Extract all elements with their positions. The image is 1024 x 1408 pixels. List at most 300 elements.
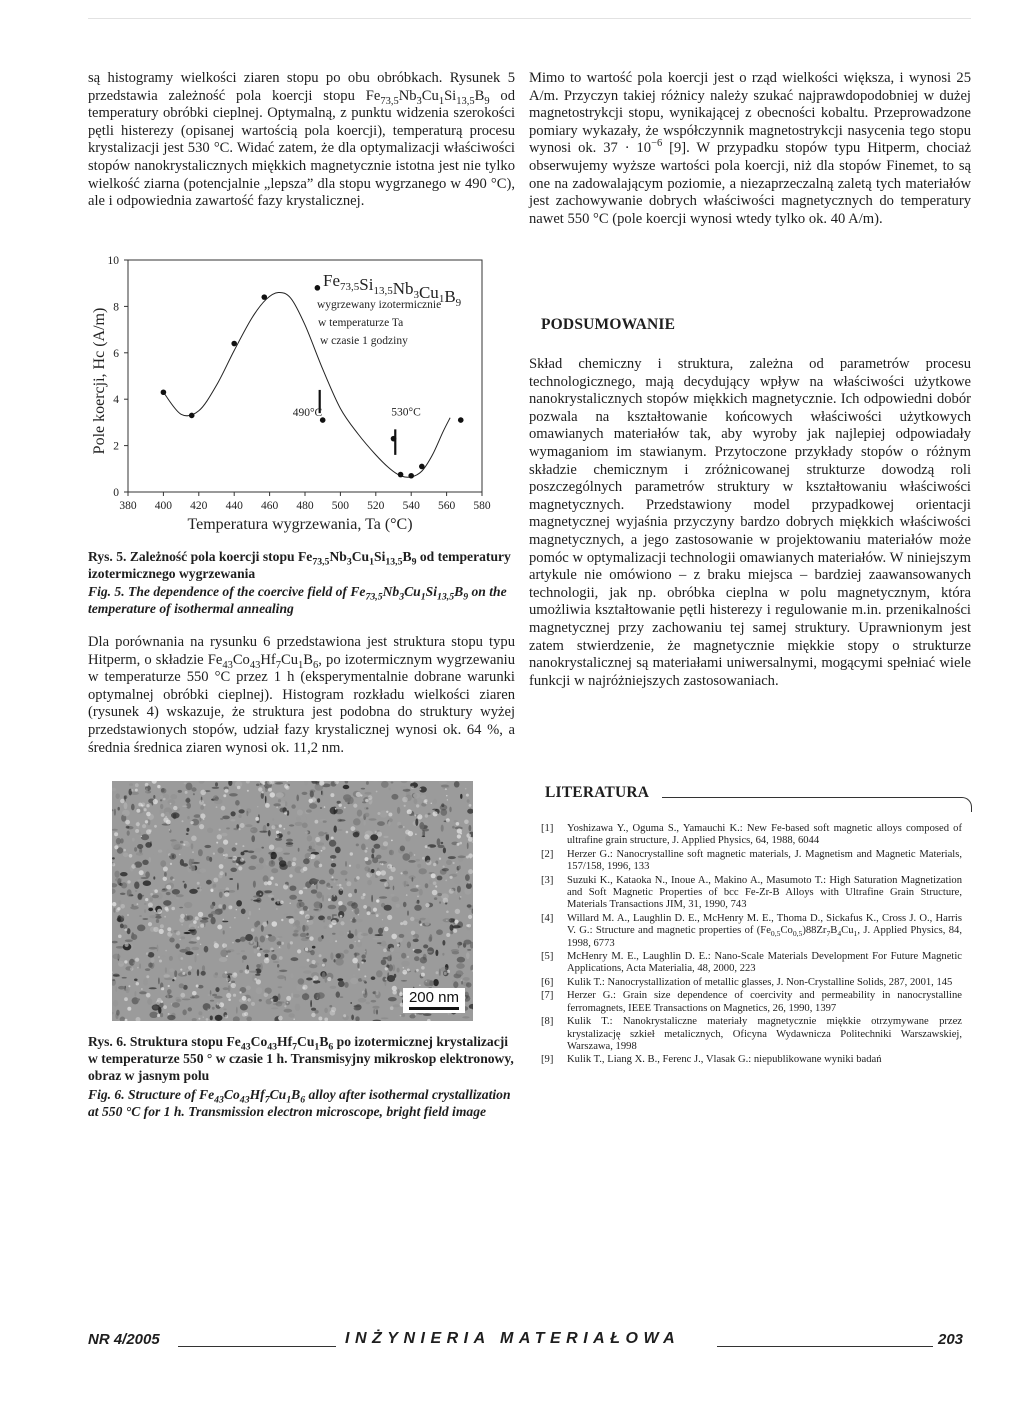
tem-grain xyxy=(227,973,233,975)
tem-grain xyxy=(456,963,465,969)
chart-annotation-3: w czasie 1 godziny xyxy=(320,335,408,347)
tem-grain xyxy=(116,838,121,845)
tem-grain xyxy=(351,1015,354,1021)
tem-grain xyxy=(112,883,117,887)
tem-grain xyxy=(412,877,414,882)
tem-grain xyxy=(310,791,314,798)
tem-grain xyxy=(322,791,324,797)
tem-grain xyxy=(349,944,354,949)
tem-grain xyxy=(373,938,381,940)
tem-highlight xyxy=(309,936,313,940)
tem-grain xyxy=(307,835,312,841)
tem-grain xyxy=(222,816,230,820)
tem-grain xyxy=(197,969,199,976)
tem-highlight xyxy=(387,915,392,920)
data-point xyxy=(315,285,321,291)
tem-grain xyxy=(137,998,140,1000)
tem-highlight xyxy=(328,898,331,901)
tem-highlight xyxy=(258,787,262,791)
tem-grain xyxy=(127,830,130,835)
x-tick-label: 380 xyxy=(119,500,137,512)
tem-grain xyxy=(265,796,267,803)
tem-highlight xyxy=(168,1013,170,1015)
tem-highlight xyxy=(171,1003,172,1004)
tem-highlight xyxy=(168,985,170,987)
tem-grain xyxy=(393,952,401,959)
data-point xyxy=(189,413,195,419)
section-heading-literatura: LITERATURA xyxy=(545,784,650,801)
tem-highlight xyxy=(454,920,458,924)
tem-highlight xyxy=(170,803,172,805)
tem-grain xyxy=(230,868,237,872)
tem-highlight xyxy=(470,1008,471,1009)
tem-grain xyxy=(411,937,416,940)
tem-grain xyxy=(319,880,325,885)
tem-grain xyxy=(182,863,188,867)
tem-grain xyxy=(293,994,300,998)
tem-highlight xyxy=(426,903,430,907)
tem-grain xyxy=(253,946,258,949)
tem-highlight xyxy=(459,842,462,845)
tem-grain xyxy=(375,934,384,936)
tem-highlight xyxy=(276,908,277,909)
tem-highlight xyxy=(172,879,174,881)
reference-text: Kulik T., Liang X. B., Ferenc J., Vlasak G.: niepublikowane wyniki badań xyxy=(567,1054,882,1066)
tem-grain xyxy=(165,812,170,816)
tem-highlight xyxy=(289,874,292,877)
tem-highlight xyxy=(376,914,379,917)
tem-highlight xyxy=(373,908,377,912)
tem-grain xyxy=(204,946,209,953)
tem-highlight xyxy=(366,872,371,877)
tem-grain xyxy=(271,954,277,960)
tem-grain xyxy=(236,953,240,955)
tem-grain xyxy=(181,936,186,939)
tem-highlight xyxy=(331,837,334,840)
tem-highlight xyxy=(137,903,139,905)
tem-highlight xyxy=(385,978,387,980)
tem-grain xyxy=(436,929,443,935)
tem-grain xyxy=(343,785,350,789)
tem-grain xyxy=(162,956,166,958)
tem-highlight xyxy=(160,1001,163,1004)
y-tick-label: 0 xyxy=(113,487,119,499)
reference-text: Kulik T.: Nanokrystaliczne materiały magnetycznie miękkie otrzymywane przez krystalizację szkieł metalicznych, Oficyna Wydawnicza Politechniki Warszawskiej, Warszawa, 1998 xyxy=(567,1016,962,1052)
tem-highlight xyxy=(346,831,349,834)
tem-grain xyxy=(290,973,293,978)
tem-highlight xyxy=(226,993,231,998)
tem-highlight xyxy=(340,921,344,925)
tem-highlight xyxy=(169,829,171,831)
tem-grain xyxy=(311,889,317,893)
tem-highlight xyxy=(416,885,419,888)
tem-highlight xyxy=(257,947,260,950)
tem-grain xyxy=(142,860,148,865)
tem-highlight xyxy=(457,834,461,838)
tem-grain xyxy=(295,822,303,826)
tem-grain xyxy=(127,889,132,896)
tem-grain xyxy=(310,842,315,849)
tem-grain xyxy=(410,888,419,892)
tem-grain xyxy=(381,959,387,965)
tem-grain xyxy=(367,880,372,886)
tem-highlight xyxy=(407,956,409,958)
tem-grain xyxy=(149,987,157,989)
tem-highlight xyxy=(382,919,383,920)
tem-grain xyxy=(403,881,409,886)
tem-grain xyxy=(343,794,351,801)
tem-grain xyxy=(137,879,141,881)
tem-highlight xyxy=(439,858,441,860)
tem-grain xyxy=(291,957,299,961)
tem-grain xyxy=(433,799,437,805)
tem-highlight xyxy=(461,979,462,980)
tem-highlight xyxy=(199,824,204,829)
tem-grain xyxy=(184,932,192,934)
tem-grain xyxy=(251,829,254,831)
tem-grain xyxy=(160,795,163,799)
chart-xlabel: Temperatura wygrzewania, Ta (°C) xyxy=(187,516,413,533)
tem-grain xyxy=(246,1017,252,1022)
tem-grain xyxy=(186,833,189,835)
tem-grain xyxy=(137,925,145,932)
fig6-caption-pl: Rys. 6. Struktura stopu $Fe_{43}Co_{43}Hf_7Cu_1B_6$ po izotermicznej krystalizacji w temperaturze 550 ° w czasie 1 h. Transmisyjny mikroskop elektronowy, obraz w jasnym polu xyxy=(88,1034,514,1083)
tem-grain xyxy=(294,930,299,933)
tem-grain xyxy=(145,968,150,971)
tem-grain xyxy=(129,783,133,786)
x-tick-label: 520 xyxy=(367,500,385,512)
tem-grain xyxy=(215,1015,223,1021)
tem-grain xyxy=(120,1017,126,1022)
tem-highlight xyxy=(186,914,187,915)
tem-grain xyxy=(215,987,219,992)
tem-highlight xyxy=(232,942,234,944)
tem-highlight xyxy=(410,917,414,921)
tem-grain xyxy=(439,781,447,784)
tem-grain xyxy=(145,871,150,878)
tem-grain xyxy=(158,886,162,892)
tem-highlight xyxy=(191,836,197,842)
tem-grain xyxy=(293,933,299,936)
tem-grain xyxy=(131,804,135,811)
tem-grain xyxy=(152,895,159,899)
tem-grain xyxy=(388,964,392,971)
tem-grain xyxy=(439,901,441,903)
tem-grain xyxy=(134,882,139,889)
tem-highlight xyxy=(375,831,378,834)
tem-highlight xyxy=(332,876,334,878)
data-point xyxy=(261,294,267,300)
tem-grain xyxy=(112,888,116,894)
tem-highlight xyxy=(397,944,400,947)
tem-grain xyxy=(120,893,126,895)
reference-item xyxy=(541,1054,962,1066)
tem-highlight xyxy=(421,966,425,970)
tem-highlight xyxy=(130,967,133,970)
tem-highlight xyxy=(124,997,128,1001)
tem-grain xyxy=(235,800,240,806)
tem-grain xyxy=(433,979,439,986)
tem-grain xyxy=(241,909,246,915)
tem-grain xyxy=(250,855,257,859)
tem-grain xyxy=(259,963,262,971)
tem-grain xyxy=(120,924,124,929)
tem-grain xyxy=(371,854,374,859)
tem-grain xyxy=(385,887,390,889)
tem-highlight xyxy=(197,882,200,885)
tem-grain xyxy=(278,986,283,988)
tem-grain xyxy=(246,811,248,817)
tem-highlight xyxy=(127,914,129,916)
tem-grain xyxy=(172,1002,180,1008)
tem-grain xyxy=(131,932,134,939)
tem-grain xyxy=(353,917,355,922)
tem-grain xyxy=(356,844,359,847)
chart-annotation-2: w temperaturze Ta xyxy=(318,317,404,329)
tem-grain xyxy=(318,831,324,836)
reference-number: [6] xyxy=(541,976,554,988)
tem-grain xyxy=(223,930,225,934)
tem-grain xyxy=(311,1008,316,1011)
tem-grain xyxy=(229,793,238,796)
tem-grain xyxy=(215,972,218,975)
tem-grain xyxy=(316,842,324,845)
tem-grain xyxy=(373,1009,375,1014)
tem-grain xyxy=(189,923,197,929)
tem-grain xyxy=(300,966,308,968)
tem-highlight xyxy=(297,949,301,953)
tem-grain xyxy=(428,936,432,942)
tem-grain xyxy=(116,946,124,949)
tem-highlight xyxy=(421,973,425,977)
tem-highlight xyxy=(275,883,278,886)
tem-grain xyxy=(450,924,454,931)
tem-highlight xyxy=(456,872,457,873)
tem-highlight xyxy=(349,865,351,867)
tem-grain xyxy=(139,963,141,968)
tem-grain xyxy=(232,847,237,851)
tem-highlight xyxy=(161,987,164,990)
tem-highlight xyxy=(303,887,305,889)
tem-grain xyxy=(416,1013,418,1015)
tem-grain xyxy=(168,799,176,805)
tem-grain xyxy=(115,878,122,882)
tem-grain xyxy=(298,848,300,852)
tem-grain xyxy=(322,958,327,962)
tem-highlight xyxy=(227,978,230,981)
tem-highlight xyxy=(136,822,140,826)
tem-highlight xyxy=(276,831,279,834)
tem-grain xyxy=(419,822,424,829)
tem-highlight xyxy=(313,979,315,981)
tem-grain xyxy=(370,834,378,840)
tem-highlight xyxy=(163,867,168,872)
annotation-arrow-label: 530°C xyxy=(391,406,421,419)
tem-highlight xyxy=(219,864,224,869)
tem-grain xyxy=(428,813,431,815)
tem-grain xyxy=(253,881,256,888)
tem-highlight xyxy=(413,949,415,951)
y-tick-label: 2 xyxy=(113,440,119,453)
x-tick-label: 560 xyxy=(437,500,456,512)
tem-highlight xyxy=(361,896,365,900)
tem-grain xyxy=(143,880,151,886)
tem-grain xyxy=(336,953,341,958)
tem-grain xyxy=(297,902,302,909)
tem-grain xyxy=(296,984,303,991)
tem-grain xyxy=(361,844,366,851)
tem-highlight xyxy=(127,880,130,883)
tem-grain xyxy=(112,809,114,811)
tem-grain xyxy=(338,981,345,988)
tem-grain xyxy=(355,929,358,936)
tem-grain xyxy=(115,871,120,878)
tem-highlight xyxy=(335,940,337,942)
tem-grain xyxy=(132,997,139,1004)
tem-highlight xyxy=(198,912,203,917)
tem-highlight xyxy=(321,850,323,852)
tem-highlight xyxy=(146,975,149,978)
tem-highlight xyxy=(245,969,250,974)
tem-highlight xyxy=(168,853,171,856)
tem-highlight xyxy=(381,863,383,865)
tem-highlight xyxy=(449,889,454,894)
tem-grain xyxy=(381,781,389,788)
tem-grain xyxy=(337,801,341,804)
tem-highlight xyxy=(355,941,356,942)
tem-grain xyxy=(138,894,143,901)
tem-highlight xyxy=(305,914,310,919)
tem-grain xyxy=(456,888,458,895)
tem-grain xyxy=(328,905,337,910)
tem-highlight xyxy=(407,809,412,814)
tem-highlight xyxy=(254,978,257,981)
tem-grain xyxy=(291,804,295,808)
tem-grain xyxy=(153,876,155,879)
tem-grain xyxy=(226,827,230,829)
reference-text: McHenry M. E., Laughlin D. E.: Nano-Scale Materials Development For Future Magnetic Applications, Acta Materialia, 48, 2000, 223 xyxy=(567,951,962,975)
tem-grain xyxy=(390,947,394,951)
tem-highlight xyxy=(416,969,419,972)
tem-grain xyxy=(171,812,180,818)
tem-highlight xyxy=(123,849,126,852)
tem-highlight xyxy=(444,972,447,975)
tem-highlight xyxy=(419,985,421,987)
tem-grain xyxy=(287,861,292,868)
tem-grain xyxy=(153,795,155,799)
tem-grain xyxy=(229,878,233,880)
tem-highlight xyxy=(279,956,283,960)
tem-grain xyxy=(186,828,189,832)
tem-grain xyxy=(387,972,389,979)
tem-highlight xyxy=(247,790,249,792)
tem-grain xyxy=(302,792,308,795)
tem-grain xyxy=(191,929,197,935)
tem-grain xyxy=(198,1011,202,1015)
tem-highlight xyxy=(160,924,164,928)
tem-highlight xyxy=(331,920,336,925)
tem-grain xyxy=(194,814,201,818)
tem-grain xyxy=(209,857,212,862)
tem-highlight xyxy=(390,1006,394,1010)
tem-grain xyxy=(116,1010,120,1016)
tem-grain xyxy=(230,819,235,821)
tem-highlight xyxy=(445,788,447,790)
left-paragraph-2: Dla porównania na rysunku 6 przedstawiona jest struktura stopu typu Hitperm, o składzie $Fe_{43}Co_{43}Hf_7Cu_1B_6$, po izotermicznym wygrzewaniu w temperaturze 550 °C przez 1 h (eksperymentalnie dobrane warunki optymalnej obróbki cieplnej). Histogram rozkładu wielkości ziaren (rysunek 4) wskazuje, że struktura jest podobna do struktury wyżej przedstawionych stopów, udział fazy krystalicznej wynosi ok. 64 %, a średnia średnica ziaren wynosi ok. 11,2 nm. xyxy=(88,634,515,756)
tem-grain xyxy=(179,907,183,909)
tem-grain xyxy=(168,993,170,997)
right-paragraph-1: Mimo to wartość pola koercji jest o rząd wielkości większa, i wynosi 25 A/m. Przyczyn takiej różnicy należy szukać najprawdopodobniej w dużej magnetostrykcji stopu, wynikającej z obecności kobaltu. Przeprowadzone pomiary wykazały, że współczynnik magnetostrykcji nasycenia tego stopu wynosi ok. $37 \cdot 10^{-6}$ [9]. W przypadku stopów typu Hitperm, chociaż obserwujemy wyższe wartości pola koercji, niż dla stopów Finemet, to są one na zadowalającym poziomie, a niezaprzeczalną zaletą tych materiałów jest zachowywanie dobrych właściwości magnetycznych do temperatury nawet 550 °C (pole koercji wynosi wtedy tylko ok. 40 A/m). xyxy=(529,70,971,227)
tem-grain xyxy=(443,847,446,853)
tem-highlight xyxy=(279,946,281,948)
tem-highlight xyxy=(153,927,158,932)
tem-grain xyxy=(213,884,217,888)
tem-grain xyxy=(330,807,338,815)
tem-highlight xyxy=(154,910,156,912)
tem-highlight xyxy=(257,953,261,957)
tem-grain xyxy=(437,838,441,846)
tem-grain xyxy=(278,993,281,1000)
tem-highlight xyxy=(240,823,245,828)
tem-grain xyxy=(124,802,128,809)
tem-highlight xyxy=(329,924,333,928)
footer-page-number: 203 xyxy=(938,1331,964,1348)
tem-grain xyxy=(113,975,120,977)
tem-grain xyxy=(376,970,383,977)
tem-highlight xyxy=(335,808,337,810)
tem-highlight xyxy=(446,818,450,822)
tem-grain xyxy=(167,1015,175,1020)
tem-highlight xyxy=(154,825,157,828)
tem-highlight xyxy=(180,969,182,971)
tem-grain xyxy=(301,816,307,821)
tem-grain xyxy=(415,919,420,922)
tem-highlight xyxy=(358,940,360,942)
tem-grain xyxy=(241,950,245,952)
tem-grain xyxy=(458,856,466,859)
tem-grain xyxy=(320,807,322,809)
tem-grain xyxy=(145,842,152,848)
tem-grain xyxy=(327,916,331,920)
tem-grain xyxy=(123,853,129,858)
fig5-coercivity-chart xyxy=(80,250,520,540)
tem-grain xyxy=(390,954,392,961)
right-paragraph-2: Skład chemiczny i struktura, zależna od parametrów procesu technologicznego, mają decydujący wpływ na właściwości użytkowe nanokrystalicznych stopów miękkich magnetycznie. Ich odpowiedni dobór pozwala na kształtowanie końcowych właściwości użytkowych omawianych materiałów tak, aby wyroby jak najlepiej odpowiadały wymaganiom im stawianym. Przytoczone przykłady stopów o różnym składzie chemicznym i zróżnicowanej strukturze dowodzą roli poszczególnych parametrów struktury w kształtowaniu właściwości magnetycznych. Przedstawiony model przypadkowej orientacji magnetycznej wyjaśnia przyczyny bardzo dobrych miękkich właściwości magnetycznych, a jego zastosowanie w projektowaniu materiałów może pomóc w optymalizacji technologii omawianych materiałów. W niniejszym artykule nie omówiono – z braku miejsca – bardziej zaawansowanych technologii, jak np. obróbka cieplna w polu magnetycznym, która umożliwia kształtowanie pętli histerezy i regulowanie m.in. przenikalności magnetycznej przy zachowaniu tej samej struktury. Uprawnionym jest zatem stwierdzenie, że magnetycznie miękkie stopy o strukturze nanokrystalicznej są materiałami uniwersalnymi, mogącymi spełniać wiele funkcji w najróżniejszych zastosowaniach. xyxy=(529,356,971,689)
tem-grain xyxy=(156,919,159,923)
tem-highlight xyxy=(112,972,113,973)
tem-grain xyxy=(457,957,465,963)
tem-grain xyxy=(345,879,347,881)
tem-highlight xyxy=(114,832,118,836)
tem-grain xyxy=(371,976,376,980)
tem-highlight xyxy=(217,834,222,839)
tem-grain xyxy=(310,1000,312,1007)
tem-grain xyxy=(405,835,410,841)
tem-grain xyxy=(161,788,165,792)
tem-grain xyxy=(306,978,312,981)
tem-highlight xyxy=(309,799,313,803)
tem-highlight xyxy=(150,893,153,896)
tem-highlight xyxy=(338,901,343,906)
tem-highlight xyxy=(404,805,406,807)
tem-highlight xyxy=(344,807,346,809)
tem-grain xyxy=(136,852,143,856)
reference-text: Willard M. A., Laughlin D. E., McHenry M. E., Thoma D., Sickafus K., Cross J. O., Harris V. G.: Structure and magnetic properties of $(Fe_{0,5}Co_{0,5})88Zr_7B_4Cu_1$, J. Applied Physics, 84, 1998, 6773 xyxy=(567,912,962,949)
top-rule xyxy=(88,18,971,19)
tem-grain xyxy=(269,860,276,867)
tem-grain xyxy=(255,974,260,976)
tem-grain xyxy=(265,860,269,865)
